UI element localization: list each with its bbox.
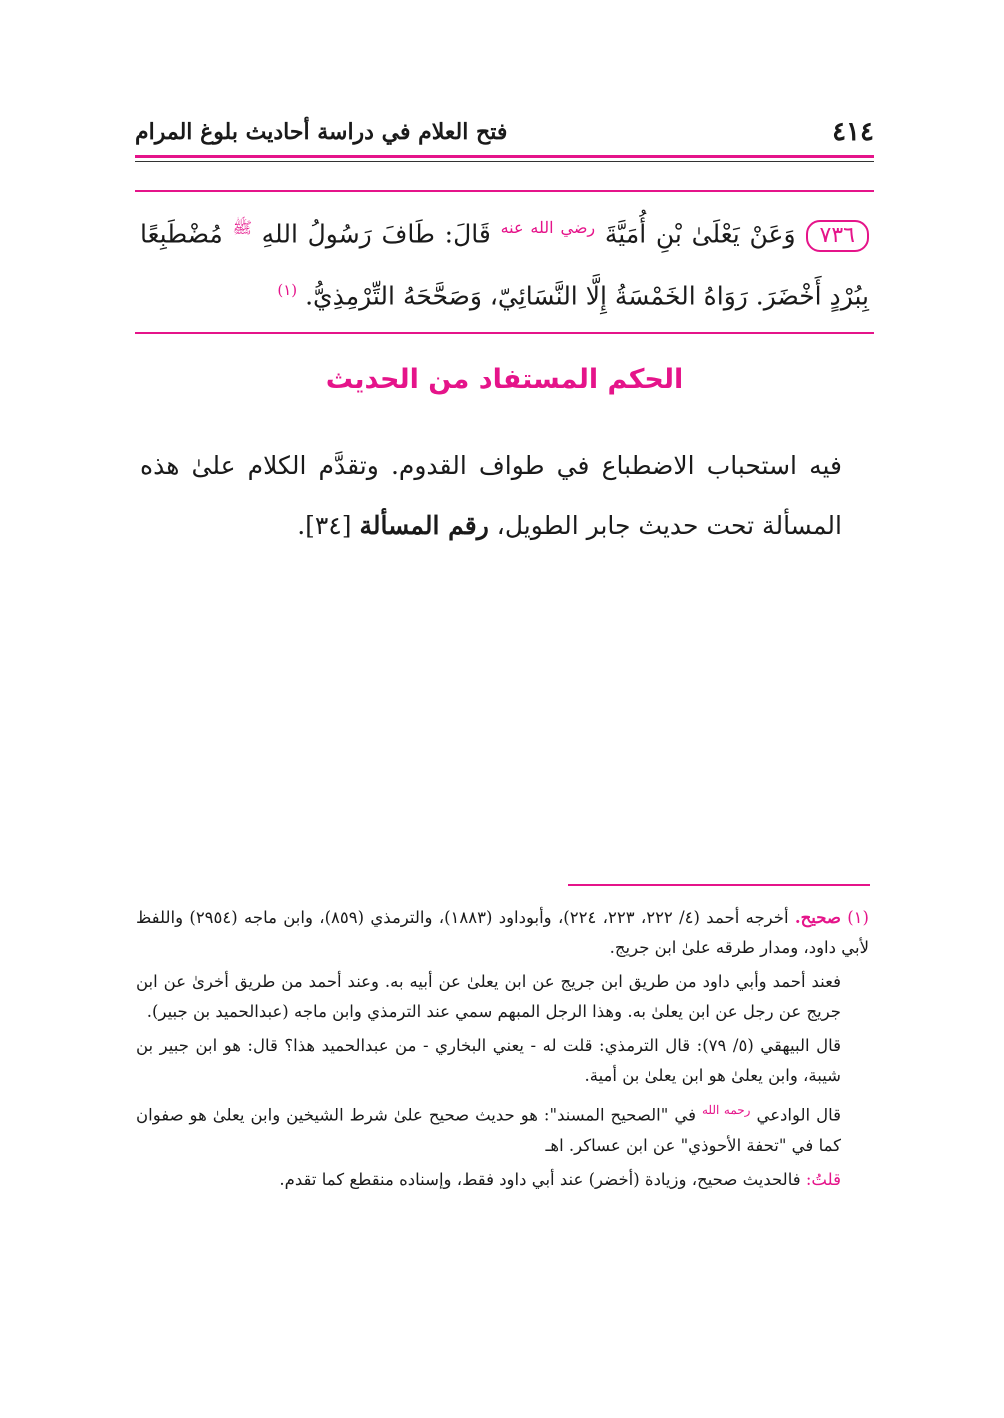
fn4-book-title-1: "الصحيح المسند" — [549, 1105, 669, 1125]
wadiee-honorific-icon: رحمه الله — [701, 1103, 751, 1117]
hadith-top-rule — [135, 190, 874, 192]
footnote-paragraph-4 — [136, 1095, 869, 1161]
hadith-text-part2: قَالَ: طَافَ رَسُولُ اللهِ — [261, 219, 491, 249]
footnotes — [136, 903, 869, 1199]
footnote-paragraph-5 — [136, 1165, 869, 1195]
prophet-honorific-icon: ﷺ — [232, 218, 252, 237]
section-heading: الحكم المستفاد من الحديث — [325, 364, 684, 395]
footnote-paragraph-3: قال البيهقي (٥/ ٧٩): قال الترمذي: قلت له - يعني البخاري - من عبدالحميد هذا؟ قال: هو ابن جبير بن شيبة، وابن يعلىٰ هو ابن يعلىٰ بن أمية. — [136, 1036, 841, 1085]
running-title: فتح العلام في دراسة أحاديث بلوغ المرام — [135, 119, 508, 145]
footnote-reference[interactable]: (١) — [277, 281, 298, 300]
hadith-bottom-rule — [135, 332, 874, 334]
fn4-text-d: عن ابن عساكر. اهـ — [545, 1135, 681, 1155]
footnote-1 — [136, 903, 869, 963]
footnote-1-text: أخرجه أحمد (٤/ ٢٢٢، ٢٢٣، ٢٢٤)، وأبوداود (١٨٨٣)، والترمذي (٨٥٩)، وابن ماجه (٢٩٥٤) واللفظ لأبي داود، ومدار طرقه علىٰ ابن جريج. — [136, 908, 869, 957]
page-number: ٤١٤ — [832, 117, 874, 147]
hadith-text-part3: مُضْطَبِعًا بِبُرْدٍ أَخْضَرَ. رَوَاهُ الخَمْسَةُ إِلَّا النَّسَائِيّ، وَصَحَّحَهُ التِّرْمِذِيُّ. — [140, 219, 869, 311]
header-rule — [135, 155, 874, 158]
footnote-number: (١) — [847, 908, 869, 927]
author-remark-text: فالحديث صحيح، وزيادة (أخضر) عند أبي داود فقط، وإسناده منقطع كما تقدم. — [279, 1169, 806, 1189]
body-text-end: [٣٤]. — [297, 511, 360, 540]
hadith-text — [140, 200, 869, 325]
page-header — [135, 115, 874, 155]
body-text: فيه استحباب الاضطباع في طواف القدوم. وتقدَّم الكلام علىٰ هذه المسألة تحت حديث جابر الطويل، — [140, 451, 842, 540]
author-remark-label: قلتُ: — [805, 1169, 841, 1189]
companion-honorific-icon: رضي الله عنه — [500, 218, 596, 237]
fn4-text-a: قال الوادعي — [750, 1105, 841, 1125]
header-rule-thin — [135, 161, 874, 162]
fn4-book-title-2: "تحفة الأحوذي" — [680, 1135, 787, 1155]
fn4-text-c: : هو حديث صحيح علىٰ شرط الشيخين وابن يعلىٰ هو صفوان كما في — [136, 1105, 841, 1155]
footnote-paragraph-2: فعند أحمد وأبي داود من طريق ابن جريج عن ابن يعلىٰ عن أبيه به. وعند أحمد من طريق أخرىٰ عن ابن جريج عن رجل عن ابن يعلىٰ به. وهذا الرجل المبهم سمي عند الترمذي وابن ماجه (عبدالحميد بن جبير). — [136, 972, 841, 1021]
body-bold-reference: رقم المسألة — [359, 511, 489, 540]
footnote-grade: صحيح. — [794, 908, 841, 927]
fn4-text-b: في — [668, 1105, 702, 1125]
hadith-number-badge: ٧٣٦ — [806, 220, 869, 252]
footnote-separator — [568, 884, 870, 886]
hadith-narrator: وَعَنْ يَعْلَىٰ بْنِ أُمَيَّةَ — [604, 219, 796, 249]
body-paragraph — [140, 436, 842, 556]
